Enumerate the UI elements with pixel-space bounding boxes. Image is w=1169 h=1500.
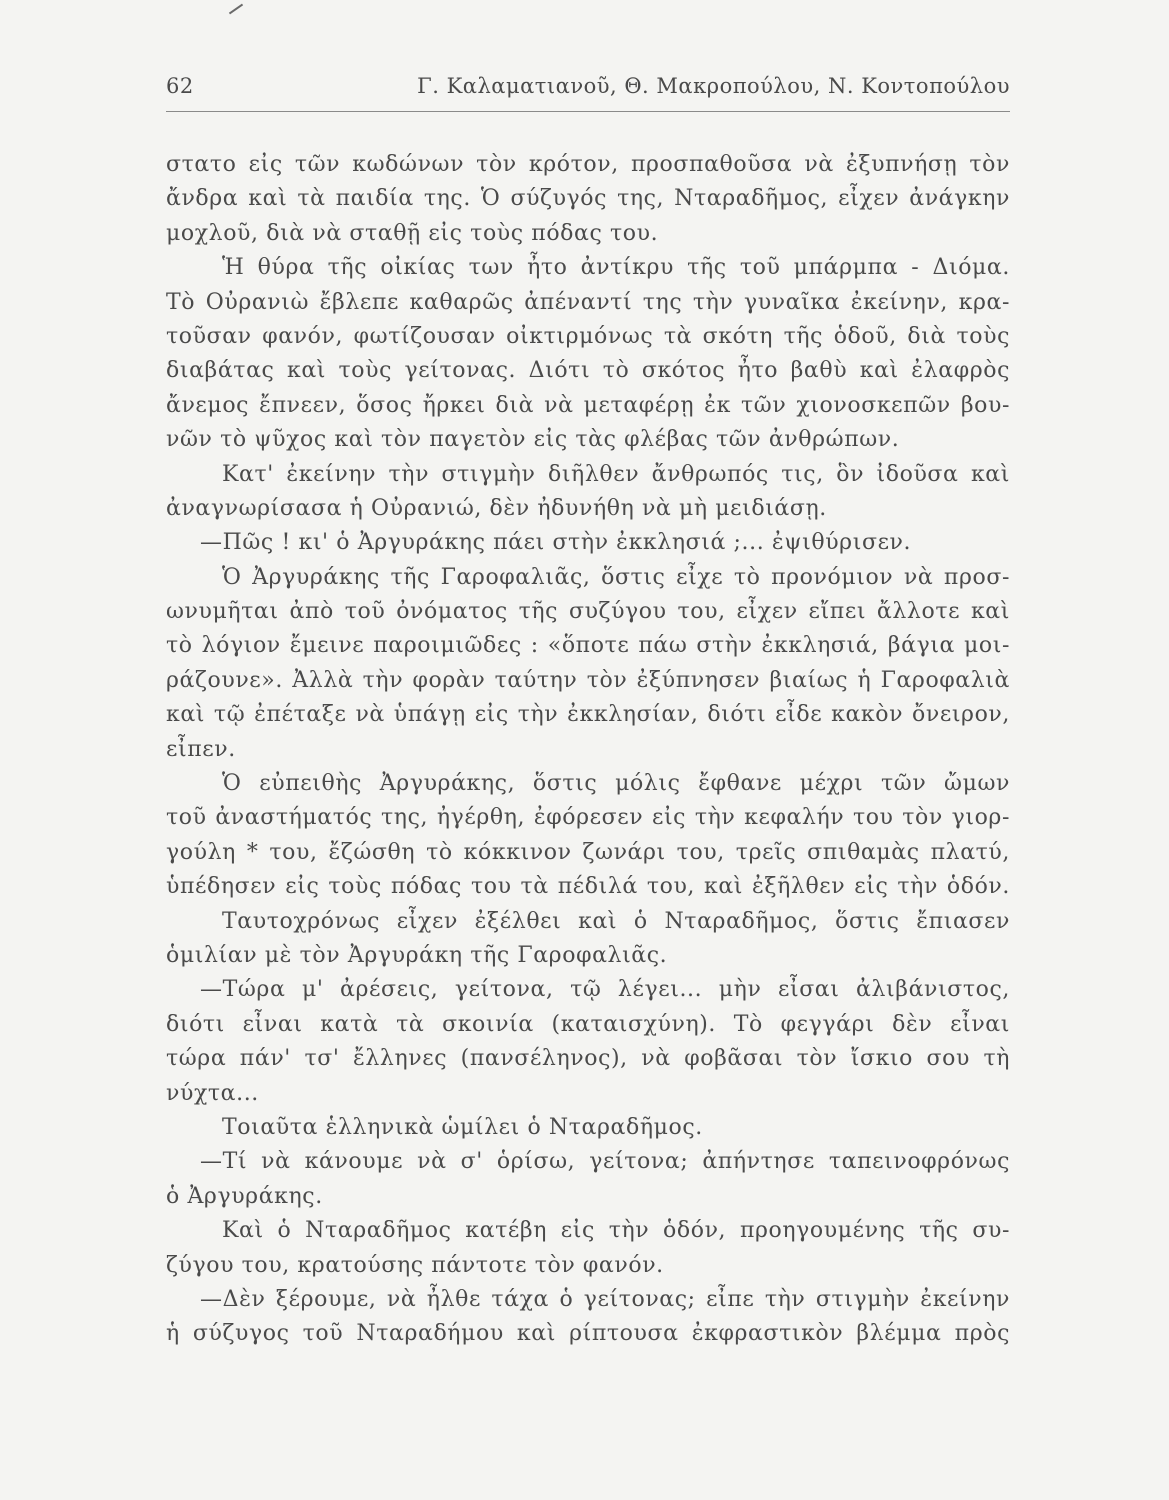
text-line: Ὁ εὐπειθὴς Ἀργυράκης, ὅστις μόλις ἔφθανε μέχρι τῶν ὤμων (222, 771, 1010, 797)
running-head: Γ. Καλαματιανοῦ, Θ. Μακροπούλου, Ν. Κοντοπούλου (417, 74, 1010, 98)
text-line: διότι εἶναι κατὰ τὰ σκοινία (καταισχύνη). Τὸ φεγγάρι δὲν εἶναι (166, 1011, 1010, 1037)
text-line: τοῦσαν φανόν, φωτίζουσαν οἰκτιρμόνως τὰ σκότη τῆς ὁδοῦ, διὰ τοὺς (166, 323, 1010, 349)
text-line: διαβάτας καὶ τοὺς γείτονας. Διότι τὸ σκότος ἦτο βαθὺ καὶ ἐλαφρὸς (166, 358, 1010, 384)
text-line: —Πῶς ! κι' ὁ Ἀργυράκης πάει στὴν ἐκκλησιά ;... ἐψιθύρισεν. (200, 530, 912, 556)
text-line: ωνυμῆται ἀπὸ τοῦ ὀνόματος τῆς συζύγου του, εἶχεν εἴπει ἄλλοτε καὶ (166, 599, 1010, 625)
text-line: καὶ τῷ ἐπέταξε νὰ ὑπάγῃ εἰς τὴν ἐκκλησίαν, διότι εἶδε κακὸν ὄνειρον, (166, 702, 1010, 728)
text-line: ζύγου του, κρατούσης πάντοτε τὸν φανόν. (166, 1252, 664, 1278)
text-line: τώρα πάν' τσ' ἔλληνες (πανσέληνος), νὰ φοβᾶσαι τὸν ἴσκιο σου τὴ (166, 1046, 1010, 1072)
text-line: Καὶ ὁ Νταραδῆμος κατέβη εἰς τὴν ὁδόν, προηγουμένης τῆς συ- (222, 1218, 1010, 1244)
text-line: γούλη * του, ἔζώσθη τὸ κόκκινον ζωνάρι του, τρεῖς σπιθαμὰς πλατύ, (166, 839, 1010, 865)
text-line: Ὁ Ἀργυράκης τῆς Γαροφαλιᾶς, ὅστις εἶχε τὸ προνόμιον νὰ προσ- (222, 564, 1010, 590)
text-line: Ἡ θύρα τῆς οἰκίας των ἦτο ἀντίκρυ τῆς τοῦ μπάρμπα - Διόμα. (222, 255, 1010, 281)
text-line: μοχλοῦ, διὰ νὰ σταθῇ εἰς τοὺς πόδας του. (166, 220, 659, 246)
text-line: ὑπέδησεν εἰς τοὺς πόδας του τὰ πέδιλά του, καὶ ἐξῆλθεν εἰς τὴν ὁδόν. (166, 874, 1010, 900)
text-line: νύχτα... (166, 1080, 259, 1106)
text-line: Ταυτοχρόνως εἶχεν ἐξέλθει καὶ ὁ Νταραδῆμος, ὅστις ἔπιασεν (222, 908, 1010, 934)
text-line: ράζουνε». Ἀλλὰ τὴν φορὰν ταύτην τὸν ἐξύπνησεν βιαίως ἡ Γαροφαλιὰ (166, 667, 1010, 693)
text-line: ἀναγνωρίσασα ἡ Οὐρανιώ, δὲν ἠδυνήθη νὰ μὴ μειδιάσῃ. (166, 495, 827, 521)
text-line: εἶπεν. (166, 736, 236, 762)
body-text (166, 148, 1010, 1352)
header-rule (166, 111, 1010, 112)
text-line: ὁ Ἀργυράκης. (166, 1183, 323, 1209)
text-line: —Τί νὰ κάνουμε νὰ σ' ὁρίσω, γείτονα; ἀπήντησε ταπεινοφρόνως (200, 1149, 1010, 1175)
text-line: —Δὲν ξέρουμε, νὰ ἦλθε τάχα ὁ γείτονας; εἶπε τὴν στιγμὴν ἐκείνην (200, 1286, 1010, 1312)
text-line: τὸ λόγιον ἔμεινε παροιμιῶδες : «ὅποτε πάω στὴν ἐκκλησιά, βάγια μοι- (166, 633, 1010, 659)
text-line: στατο εἰς τῶν κωδώνων τὸν κρότον, προσπαθοῦσα νὰ ἐξυπνήσῃ τὸν (166, 152, 1010, 177)
page-number: 62 (166, 74, 194, 98)
text-line: ὁμιλίαν μὲ τὸν Ἀργυράκη τῆς Γαροφαλιᾶς. (166, 942, 668, 968)
text-line: νῶν τὸ ψῦχος καὶ τὸν παγετὸν εἰς τὰς φλέβας τῶν ἀνθρώπων. (166, 427, 900, 453)
text-line: —Τώρα μ' ἀρέσεις, γείτονα, τῷ λέγει... μὴν εἶσαι ἀλιβάνιστος, (200, 977, 1010, 1003)
text-line: ἄνδρα καὶ τὰ παιδία της. Ὁ σύζυγός της, Νταραδῆμος, εἶχεν ἀνάγκην (166, 186, 1010, 212)
page-header (166, 74, 1010, 108)
text-line: Τὸ Οὐρανιὼ ἔβλεπε καθαρῶς ἀπέναντί της τὴν γυναῖκα ἐκείνην, κρα- (166, 289, 1010, 315)
text-line: Τοιαῦτα ἑλληνικὰ ὡμίλει ὁ Νταραδῆμος. (222, 1114, 703, 1140)
text-line: Κατ' ἐκείνην τὴν στιγμὴν διῆλθεν ἄνθρωπός τις, ὃν ἰδοῦσα καὶ (222, 461, 1010, 487)
text-line: ἡ σύζυγος τοῦ Νταραδήμου καὶ ρίπτουσα ἐκφραστικὸν βλέμμα πρὸς (166, 1321, 1010, 1347)
text-line: τοῦ ἀναστήματός της, ἠγέρθη, ἐφόρεσεν εἰς τὴν κεφαλήν του τὸν γιορ- (166, 805, 1010, 831)
text-line: ἄνεμος ἔπνεεν, ὅσος ἤρκει διὰ νὰ μεταφέρῃ ἐκ τῶν χιονοσκεπῶν βου- (166, 392, 1010, 418)
pencil-mark (229, 4, 243, 15)
